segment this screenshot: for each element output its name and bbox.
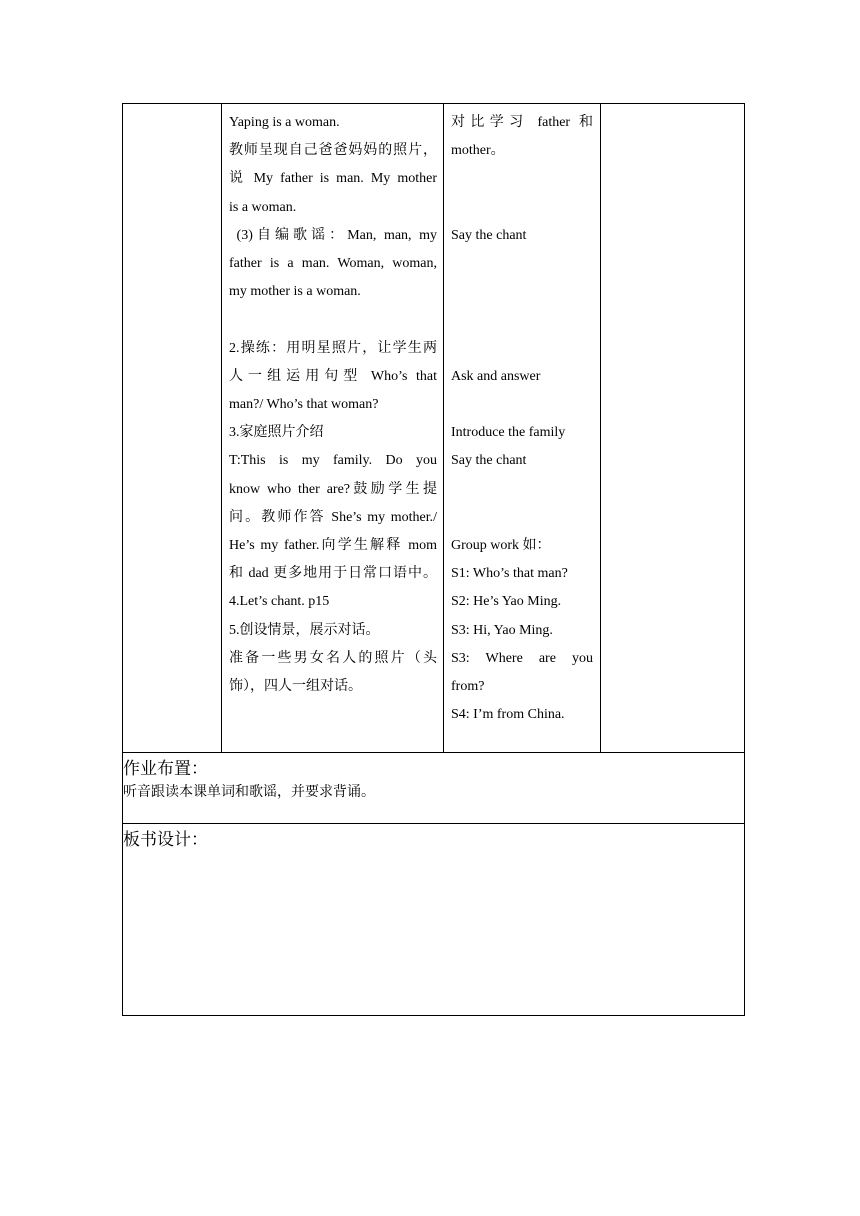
procedure-line: 和 dad 更多地用于日常口语中。 bbox=[229, 566, 437, 582]
procedure-line: 准备一些男女名人的照片（头 bbox=[229, 650, 437, 666]
procedure-line: T:This is my family. Do you bbox=[229, 453, 437, 469]
activity-line: Group work 如： bbox=[451, 537, 551, 553]
activity-line: S2: He’s Yao Ming. bbox=[451, 594, 562, 610]
procedure-line: 教师呈现自己爸爸妈妈的照片， bbox=[229, 143, 437, 159]
board-design-cell bbox=[123, 824, 745, 1016]
activity-line bbox=[451, 476, 593, 504]
activity-line bbox=[451, 278, 593, 306]
activity-line: S4: I’m from China. bbox=[451, 707, 565, 723]
activity-cell bbox=[444, 104, 601, 753]
procedure-line: father is a man. Woman, woman, bbox=[229, 256, 437, 272]
procedure-text bbox=[222, 104, 443, 752]
procedure-line: (3)自编歌谣：Man, man, my bbox=[229, 227, 437, 243]
activity-line bbox=[451, 306, 593, 334]
board-design-row bbox=[123, 824, 745, 1016]
homework-row bbox=[123, 753, 745, 824]
procedure-line: 4.Let’s chant. p15 bbox=[229, 594, 330, 610]
activity-line: S3: Where are you bbox=[451, 650, 593, 666]
activity-line bbox=[451, 335, 593, 363]
procedure-line: 说 My father is man. My mother bbox=[229, 171, 437, 187]
activity-line: from? bbox=[451, 678, 485, 694]
procedure-line: 人一组运用句型 Who’s that bbox=[229, 368, 437, 384]
procedure-line: is a woman. bbox=[229, 199, 297, 215]
activity-text bbox=[444, 104, 600, 752]
procedure-line: He’s my father.向学生解释 mom bbox=[229, 538, 437, 554]
activity-line bbox=[451, 504, 593, 532]
procedure-line: 5.创设情景，展示对话。 bbox=[229, 622, 380, 638]
procedure-line: 饰），四人一组对话。 bbox=[229, 679, 362, 695]
activity-line: Say the chant bbox=[451, 453, 527, 469]
procedure-line: 问。教师作答 She’s my mother./ bbox=[229, 509, 437, 525]
activity-line bbox=[451, 391, 593, 419]
board-design-title: 板书设计： bbox=[123, 830, 208, 849]
procedure-line: my mother is a woman. bbox=[229, 284, 361, 300]
activity-line: 对比学习 father 和 bbox=[451, 115, 593, 130]
homework-text: 听音跟读本课单词和歌谣，并要求背诵。 bbox=[123, 785, 375, 800]
activity-line bbox=[451, 194, 593, 222]
procedure-line bbox=[229, 306, 437, 334]
procedure-line: 2.操练：用明星照片，让学生两 bbox=[229, 340, 437, 356]
teaching-steps-row bbox=[123, 104, 745, 753]
activity-line: S3: Hi, Yao Ming. bbox=[451, 622, 553, 638]
activity-line: Introduce the family bbox=[451, 425, 566, 441]
activity-line bbox=[451, 250, 593, 278]
procedure-line: man?/ Who’s that woman? bbox=[229, 397, 379, 413]
activity-line: S1: Who’s that man? bbox=[451, 566, 568, 582]
procedure-line: 3.家庭照片介绍 bbox=[229, 425, 324, 441]
homework-cell bbox=[123, 753, 745, 824]
procedure-line: know who ther are?鼓励学生提 bbox=[229, 481, 437, 497]
procedure-cell bbox=[222, 104, 444, 753]
procedure-line: Yaping is a woman. bbox=[229, 115, 340, 130]
empty-right-cell bbox=[601, 104, 745, 753]
lesson-plan-table bbox=[122, 103, 745, 1016]
activity-line: mother。 bbox=[451, 143, 505, 159]
empty-left-cell bbox=[123, 104, 222, 753]
activity-line: Ask and answer bbox=[451, 368, 541, 384]
activity-line bbox=[451, 165, 593, 193]
activity-line: Say the chant bbox=[451, 227, 527, 243]
homework-title: 作业布置： bbox=[123, 759, 208, 778]
